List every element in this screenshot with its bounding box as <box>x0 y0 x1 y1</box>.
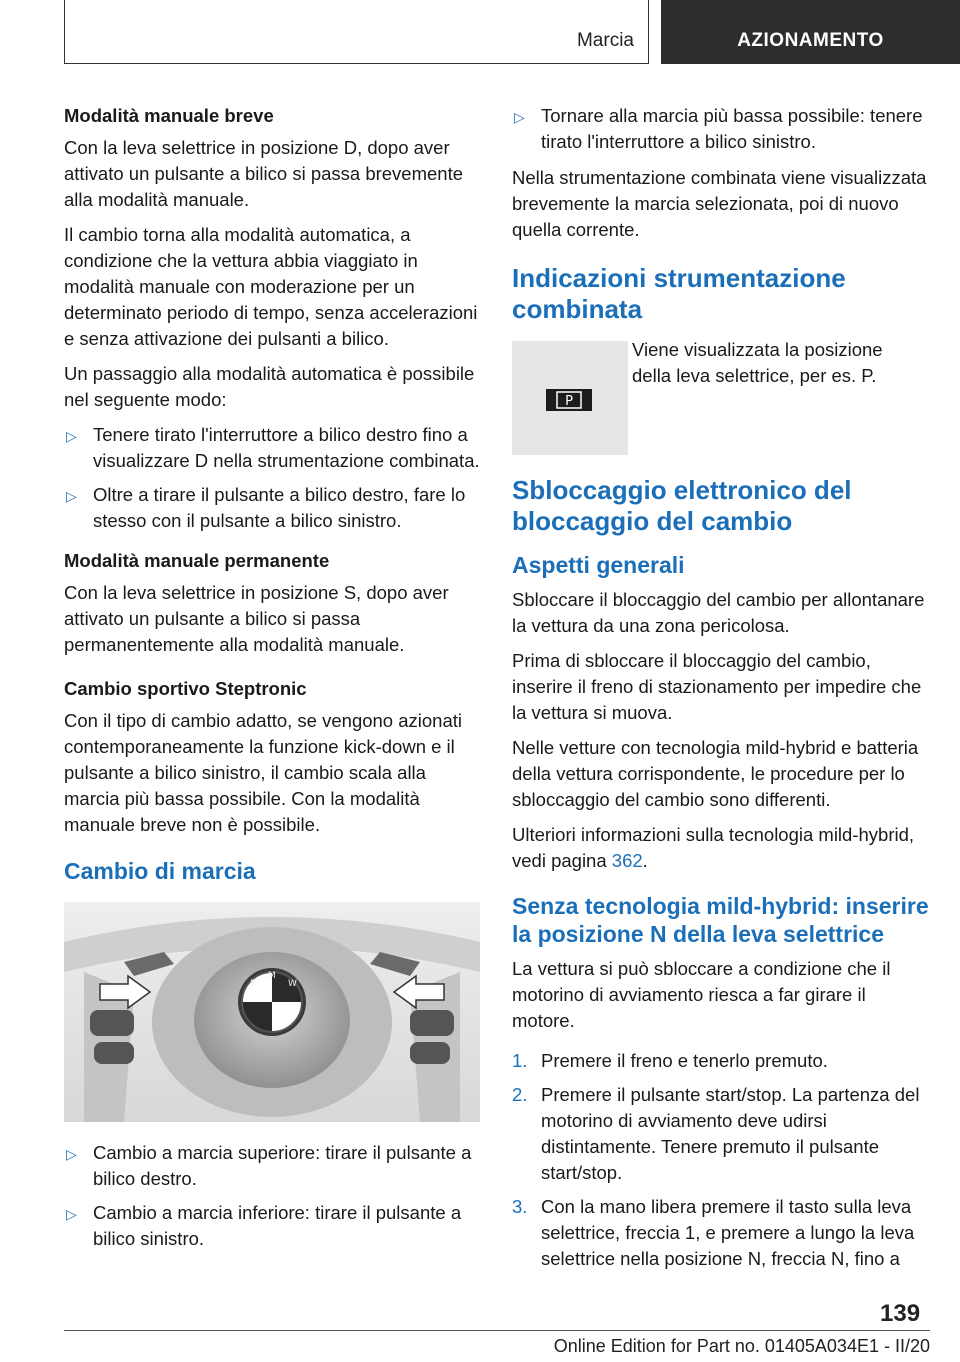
page-number: 139 <box>880 1300 921 1327</box>
header-section-title: Marcia <box>576 30 634 51</box>
paragraph: Con la leva selettrice in posizione D, dopo aver attivato un pulsante a bilico si passa brevemente alla modalità manuale. <box>64 137 464 210</box>
paragraph: Sbloccare il bloccaggio del cambio per allontanare la vettura da una zona pericolosa. <box>512 589 925 636</box>
bullet-list <box>512 103 930 155</box>
header-section-box <box>64 0 649 64</box>
paragraph: Prima di sbloccare il bloccaggio del cambio, inserire il freno di stazionamento per impedire che la vettura si muova. <box>512 650 922 723</box>
page-reference-link[interactable]: 362 <box>611 850 643 871</box>
list-item: 3. Con la mano libera premere il tasto sulla leva selettrice, freccia 1, e premere a lungo la leva selettrice nella posizione N, freccia N, fino a <box>512 1196 915 1269</box>
paragraph: Con la leva selettrice in posizione S, dopo aver attivato un pulsante a bilico si passa permanentemente alla modalità manuale. <box>64 582 449 655</box>
triangle-bullet-icon: ▷ <box>66 1146 77 1162</box>
bullet-list <box>64 1140 480 1252</box>
header-chapter-tab[interactable] <box>661 0 960 64</box>
header-chapter-title: AZIONAMENTO <box>737 30 884 51</box>
list-item: ▷ Tenere tirato l'interruttore a bilico destro fino a visualizzare D nella strumentazione combinata. <box>66 424 480 471</box>
paragraph: Con il tipo di cambio adatto, se vengono azionati contemporaneamente la funzione kick-down e il pulsante a bilico sinistro, il cambio scala alla marcia più bassa possibile. Con la modalità manuale breve non è possibile. <box>64 710 463 835</box>
list-item: ▷ Oltre a tirare il pulsante a bilico destro, fare lo stesso con il pulsante a bilico sinistro. <box>66 484 466 531</box>
section-title-sbloccaggio: Sbloccaggio elettronico del bloccaggio del cambio <box>512 475 852 536</box>
list-item: 2. Premere il pulsante start/stop. La partenza del motorino di avviamento deve udirsi distintamente. Tenere premuto il pulsante start/stop. <box>512 1084 920 1183</box>
footer-divider <box>64 1330 930 1331</box>
triangle-bullet-icon: ▷ <box>66 1206 77 1222</box>
triangle-bullet-icon: ▷ <box>66 428 77 444</box>
steering-wheel-illustration <box>64 902 480 1122</box>
svg-text:M: M <box>268 971 276 981</box>
paragraph: Nella strumentazione combinata viene visualizzata brevemente la marcia selezionata, poi di nuovo quella corrente. <box>512 167 927 240</box>
list-item: ▷ Cambio a marcia superiore: tirare il pulsante a bilico destro. <box>66 1142 472 1189</box>
paragraph: Viene visualizzata la posizione della leva selettrice, per es. P. <box>632 339 883 386</box>
list-item: 1. Premere il freno e tenerlo premuto. <box>512 1048 930 1074</box>
triangle-bullet-icon: ▷ <box>514 109 525 125</box>
subsection-title-senza-mild-hybrid: Senza tecnologia mild-hybrid: inserire la posizione N della leva selettrice <box>512 893 929 947</box>
step-number: 1. <box>512 1050 528 1071</box>
section-title-cambio-di-marcia: Cambio di marcia <box>64 858 256 884</box>
section-title-indicazioni: Indicazioni strumentazione combinata <box>512 263 846 324</box>
subheading-modalita-breve: Modalità manuale breve <box>64 105 274 126</box>
step-number: 3. <box>512 1196 528 1217</box>
paragraph: Un passaggio alla modalità automatica è possibile nel seguente modo: <box>64 363 475 410</box>
list-item: ▷ Cambio a marcia inferiore: tirare il pulsante a bilico sinistro. <box>66 1202 462 1249</box>
subheading-cambio-sportivo: Cambio sportivo Steptronic <box>64 678 307 699</box>
left-column <box>64 103 480 1262</box>
list-item: ▷ Tornare alla marcia più bassa possibile: tenere tirato l'interruttore a bilico sinistro. <box>514 105 923 152</box>
svg-text:W: W <box>288 979 297 989</box>
indicator-block <box>512 337 930 455</box>
paragraph: La vettura si può sbloccare a condizione che il motorino di avviamento riesca a far girare il motore. <box>512 958 891 1031</box>
triangle-bullet-icon: ▷ <box>66 488 77 504</box>
paragraph: Ulteriori informazioni sulla tecnologia mild-hybrid, vedi pagina 362. <box>512 824 915 871</box>
svg-text:B: B <box>250 979 257 989</box>
bullet-list <box>64 422 480 534</box>
paragraph: Il cambio torna alla modalità automatica, a condizione che la vettura abbia viaggiato in modalità manuale con moderazione per un determinato periodo di tempo, senza accelerazioni e senza attivazione dei pulsanti a bilico. <box>64 224 478 349</box>
page-header <box>0 0 960 68</box>
gear-indicator-glyph: P <box>565 394 573 409</box>
paragraph: Nelle vetture con tecnologia mild-hybrid e batteria della vettura corrispondente, le procedure per lo sbloccaggio del cambio sono differenti. <box>512 737 919 810</box>
right-column <box>512 103 930 1280</box>
subsection-title-aspetti-generali: Aspetti generali <box>512 552 685 578</box>
gear-indicator-illustration <box>512 341 628 455</box>
numbered-steps <box>512 1048 930 1272</box>
footer-edition: Online Edition for Part no. 01405A034E1 - II/20 <box>553 1336 930 1356</box>
subheading-modalita-permanente: Modalità manuale permanente <box>64 550 330 571</box>
step-number: 2. <box>512 1084 528 1105</box>
